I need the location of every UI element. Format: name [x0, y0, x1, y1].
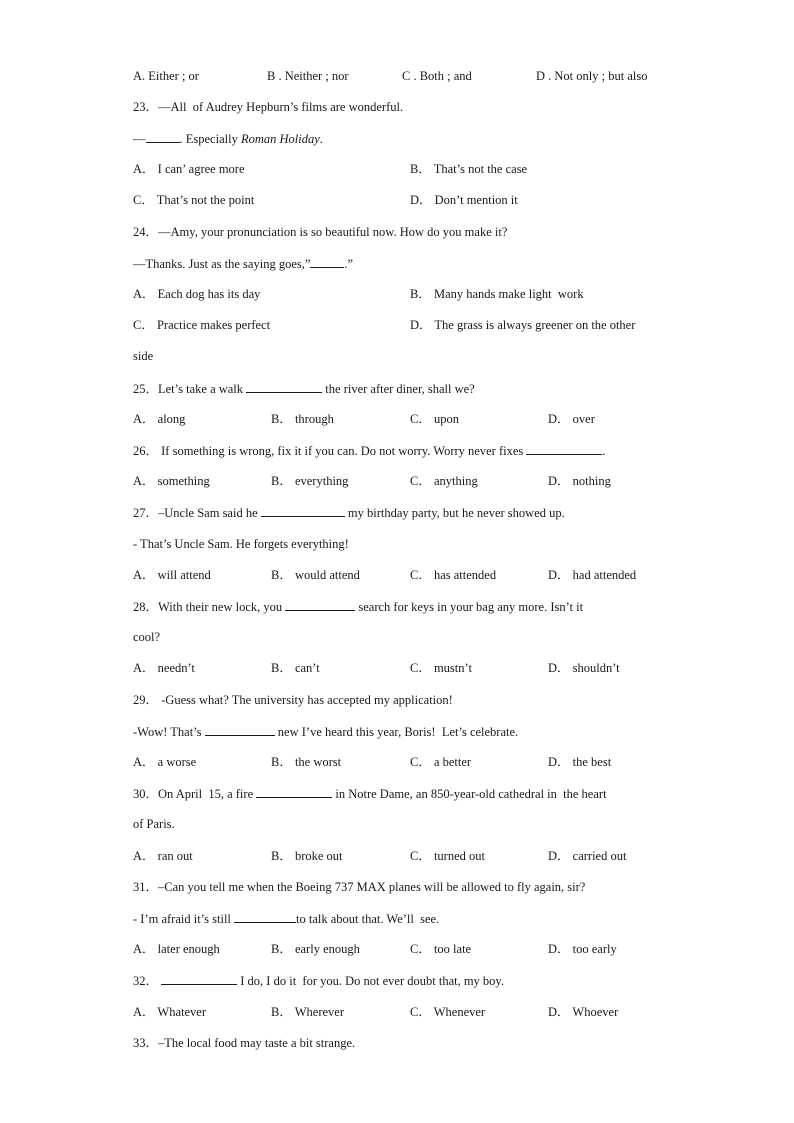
question-stem: 33．–The local food may taste a bit strange.: [133, 1036, 356, 1050]
option-c: C． too late: [410, 942, 472, 956]
option-a: A． will attend: [133, 568, 211, 582]
option-b: B． would attend: [271, 568, 360, 582]
film-title: Roman Holiday: [240, 132, 320, 146]
question-reply: [133, 721, 518, 741]
stem-prefix: 25．Let’s take a walk: [133, 382, 247, 396]
question-stem-wrap: cool?: [133, 630, 161, 644]
option-a: A. Either ; or: [133, 69, 199, 83]
stem-prefix: 26． If something is wrong, fix it if you can. Do not worry. Worry never fixes: [133, 444, 527, 458]
answer-blank: [205, 721, 275, 736]
option-d: D． over: [548, 412, 595, 426]
option-a: A． ran out: [133, 849, 193, 863]
stem-suffix: I do, I do it for you. Do not ever doubt that, my boy.: [237, 974, 504, 988]
answer-blank: [285, 596, 355, 611]
stem-suffix: search for keys in your bag any more. Isn’t it: [355, 600, 584, 614]
stem-suffix: in Notre Dame, an 850-year-old cathedral in the heart: [332, 787, 607, 801]
reply-prefix: —Thanks. Just as the saying goes,”: [133, 257, 311, 271]
option-a: A． along: [133, 412, 186, 426]
option-c: C． Whenever: [410, 1005, 486, 1019]
option-b: B． the worst: [271, 755, 342, 769]
reply-suffix: .”: [344, 257, 354, 271]
stem-suffix: my birthday party, but he never showed up.: [344, 506, 565, 520]
reply-prefix: - I’m afraid it’s still: [133, 912, 235, 926]
reply-suffix: to talk about that. We’ll see.: [296, 912, 440, 926]
answer-blank: [256, 783, 332, 798]
option-a: A． something: [133, 474, 210, 488]
answer-blank: [161, 970, 237, 985]
question-stem-wrap: of Paris.: [133, 817, 175, 831]
option-a: A． needn’t: [133, 661, 195, 675]
option-d: D． shouldn’t: [548, 661, 620, 675]
option-d-wrap: side: [133, 349, 154, 363]
option-d: D． carried out: [548, 849, 627, 863]
stem-prefix: 32．: [133, 974, 162, 988]
question-stem: 24．—Amy, your pronunciation is so beautiful now. How do you make it?: [133, 225, 508, 239]
question-reply: - That’s Uncle Sam. He forgets everything!: [133, 537, 349, 551]
option-a: A． a worse: [133, 755, 197, 769]
option-a: A． later enough: [133, 942, 220, 956]
question-stem: 29． -Guess what? The university has accepted my application!: [133, 693, 453, 707]
option-b: B． everything: [271, 474, 349, 488]
question-stem: [133, 783, 607, 803]
question-reply: [133, 253, 353, 273]
stem-suffix: the river after diner, shall we?: [322, 382, 475, 396]
question-stem: 23．—All of Audrey Hepburn’s films are wonderful.: [133, 100, 404, 114]
answer-blank: [246, 378, 322, 393]
option-d: D． too early: [548, 942, 617, 956]
question-stem: [133, 440, 606, 460]
option-d: D． nothing: [548, 474, 611, 488]
question-stem: 31．–Can you tell me when the Boeing 737 MAX planes will be allowed to fly again, sir?: [133, 880, 586, 894]
option-a: A． I can’ agree more: [133, 162, 245, 176]
option-c: C． Practice makes perfect: [133, 318, 271, 332]
option-c: C． a better: [410, 755, 472, 769]
option-b: B． through: [271, 412, 334, 426]
question-stem: [133, 970, 504, 990]
question-reply: [133, 128, 323, 148]
option-d: D． The grass is always greener on the other: [410, 318, 636, 332]
option-a: A． Each dog has its day: [133, 287, 261, 301]
answer-blank: [310, 253, 344, 268]
option-a: A． Whatever: [133, 1005, 207, 1019]
option-b: B． That’s not the case: [410, 162, 528, 176]
stem-prefix: 30．On April 15, a fire: [133, 787, 257, 801]
stem-prefix: 28．With their new lock, you: [133, 600, 286, 614]
option-c: C． mustn’t: [410, 661, 472, 675]
option-b: B . Neither ; nor: [267, 69, 349, 83]
stem-suffix: .: [602, 444, 606, 458]
question-stem: [133, 378, 475, 398]
question-stem: [133, 502, 565, 522]
option-d: D． had attended: [548, 568, 637, 582]
option-d: D． the best: [548, 755, 612, 769]
option-c: C． turned out: [410, 849, 485, 863]
answer-blank: [261, 502, 345, 517]
answer-blank: [526, 440, 602, 455]
option-b: B． Many hands make light work: [410, 287, 584, 301]
question-reply: [133, 908, 439, 928]
option-b: B． can’t: [271, 661, 320, 675]
stem-prefix: 27．–Uncle Sam said he: [133, 506, 261, 520]
option-d: D . Not only ; but also: [536, 69, 648, 83]
reply-suffix: new I’ve heard this year, Boris! Let’s celebrate.: [274, 725, 519, 739]
reply-prefix: —: [133, 132, 146, 146]
question-stem: [133, 596, 583, 616]
answer-blank: [234, 908, 296, 923]
option-c: C． anything: [410, 474, 478, 488]
option-c: C． upon: [410, 412, 459, 426]
option-c: C . Both ; and: [402, 69, 472, 83]
option-c: C． That’s not the point: [133, 193, 255, 207]
option-d: D． Whoever: [548, 1005, 619, 1019]
reply-end: .: [319, 132, 323, 146]
option-b: B． Wherever: [271, 1005, 345, 1019]
option-c: C． has attended: [410, 568, 497, 582]
option-b: B． broke out: [271, 849, 343, 863]
answer-blank: [146, 128, 180, 143]
option-b: B． early enough: [271, 942, 360, 956]
option-d: D． Don’t mention it: [410, 193, 518, 207]
reply-text: . Especially: [179, 132, 241, 146]
reply-prefix: -Wow! That’s: [133, 725, 205, 739]
